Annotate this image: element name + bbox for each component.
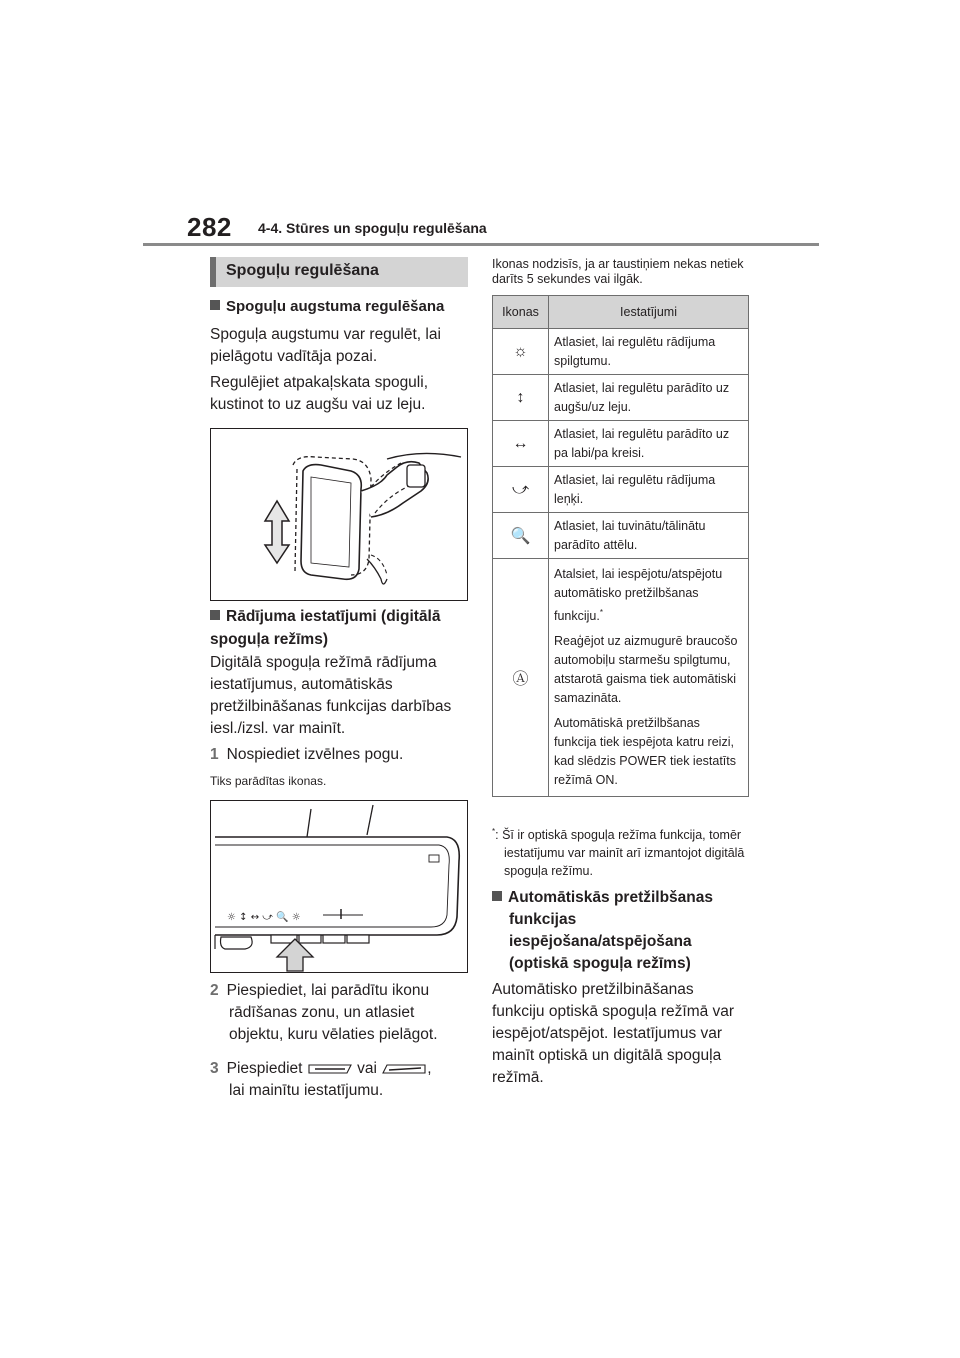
table-row (493, 375, 749, 421)
table-cell: Atlasiet, lai tuvinātu/tālinātu parādīto attēlu. (549, 513, 749, 559)
auto-dim-paragraph-3: Automātiskā pretžilbšanas funkcija tiek iespējota katru reizi, kad slēdzis POWER tiek iestatīts režīmā ON. (554, 716, 737, 788)
table-row (493, 329, 749, 375)
mirror-display-drawing (211, 801, 467, 972)
table-header-row (493, 296, 749, 329)
step-1-note: Tiks parādītas ikonas. (210, 774, 327, 788)
auto-dim-paragraph-2: Reaģējot uz aizmugurē braucošo automobiļu starmešu spilgtumu, atstarotā gaisma tiek automātiski samazināta. (554, 634, 738, 706)
page-number: 282 (187, 212, 232, 242)
square-bullet-icon (210, 300, 220, 310)
brightness-icon: ☼ (493, 329, 549, 375)
horizontal-arrows-icon: ↔ (493, 421, 549, 467)
vertical-arrows-icon: ↕ (493, 375, 549, 421)
auto-dimming-paragraph: Automātisko pretžilbināšanas funkciju optiskā spoguļa režīmā var iespējot/atspējot. Iestatījumus var mainīt optiskā un digitālā spoguļa režīmā. (492, 981, 735, 1086)
step-2-number: 2 (210, 982, 219, 999)
auto-dim-paragraph-1: Atalsiet, lai iespējotu/atspējotu automātisko pretžilbšanas funkciju.* (554, 567, 723, 624)
column-header-icons: Ikonas (493, 296, 549, 329)
header-divider (143, 243, 819, 246)
mirror-icon-row: ☼ ↕ ↔ ⤻ 🔍 ☼ (227, 912, 301, 923)
step-3: 3 Piespiediet vai , (210, 1060, 432, 1077)
footnote: *: Šī ir optiskā spoguļa režīma funkcija, tomēr iestatījumu var mainīt arī izmantojot digitālā spoguļa režīmu. (492, 827, 745, 879)
mirror-tilt-drawing (211, 429, 467, 600)
tilt-angle-icon: ⤻ (493, 467, 549, 513)
height-paragraph-1: Spoguļa augstumu var regulēt, lai pielāgotu vadītāja pozai. (210, 326, 441, 365)
mirror-menu-illustration (210, 800, 468, 973)
left-button-icon (307, 1063, 353, 1075)
step-2 (210, 980, 468, 1046)
right-button-icon (381, 1063, 427, 1075)
step-3-number: 3 (210, 1060, 219, 1077)
step-2-text: Piespiediet, lai parādītu ikonu rādīšanas zonu, un atlasiet objektu, kuru vēlaties pielāgot. (226, 982, 438, 1043)
table-row (493, 559, 749, 797)
table-cell (549, 559, 749, 797)
icon-settings-table (492, 295, 749, 797)
table-row (493, 421, 749, 467)
height-paragraph-2: Regulējiet atpakaļskata spoguli, kustinot to uz augšu vai uz leju. (210, 374, 428, 413)
chapter-title: 4-4. Stūres un spoguļu regulēšana (258, 220, 487, 236)
auto-dimming-heading: Automātiskās pretžilbšanas funkcijas iespējošana/atspējošana (optiskā spoguļa režīms) (492, 887, 737, 975)
table-cell: Atlasiet, lai regulētu parādīto uz augšu/uz leju. (549, 375, 749, 421)
table-row (493, 467, 749, 513)
square-bullet-icon (492, 891, 502, 901)
column-header-settings: Iestatījumi (549, 296, 749, 329)
section-title: Spoguļu regulēšana (226, 262, 379, 279)
height-heading: Spoguļu augstuma regulēšana (210, 296, 470, 318)
step-1 (210, 744, 468, 766)
footnote-mark: * (599, 608, 603, 617)
table-cell: Atlasiet, lai regulētu rādījuma leņķi. (549, 467, 749, 513)
icons-intro: Ikonas nodzisīs, ja ar taustiņiem nekas netiek darīts 5 sekundes vai ilgāk. (492, 257, 744, 286)
step-1-text: Nospiediet izvēlnes pogu. (226, 746, 404, 763)
display-paragraph: Digitālā spoguļa režīmā rādījuma iestatījumus, automātiskās pretžilbināšanas funkcijas darbības iesl./izsl. var mainīt. (210, 654, 452, 737)
auto-dimming-icon: Ⓐ (493, 559, 549, 797)
table-cell: Atlasiet, lai regulētu rādījuma spilgtumu. (549, 329, 749, 375)
zoom-magnifier-icon: 🔍 (493, 513, 549, 559)
display-heading: Rādījuma iestatījumi (digitālā spoguļa režīms) (210, 608, 441, 648)
table-row (493, 513, 749, 559)
table-cell: Atlasiet, lai regulētu parādīto uz pa labi/pa kreisi. (549, 421, 749, 467)
step-1-number: 1 (210, 746, 219, 763)
step-3-line-2: lai mainītu iestatījumu. (229, 1082, 384, 1099)
square-bullet-icon (210, 610, 220, 620)
footnote-mark: * (492, 827, 496, 836)
mirror-height-illustration (210, 428, 468, 601)
section-title-box (210, 257, 468, 287)
